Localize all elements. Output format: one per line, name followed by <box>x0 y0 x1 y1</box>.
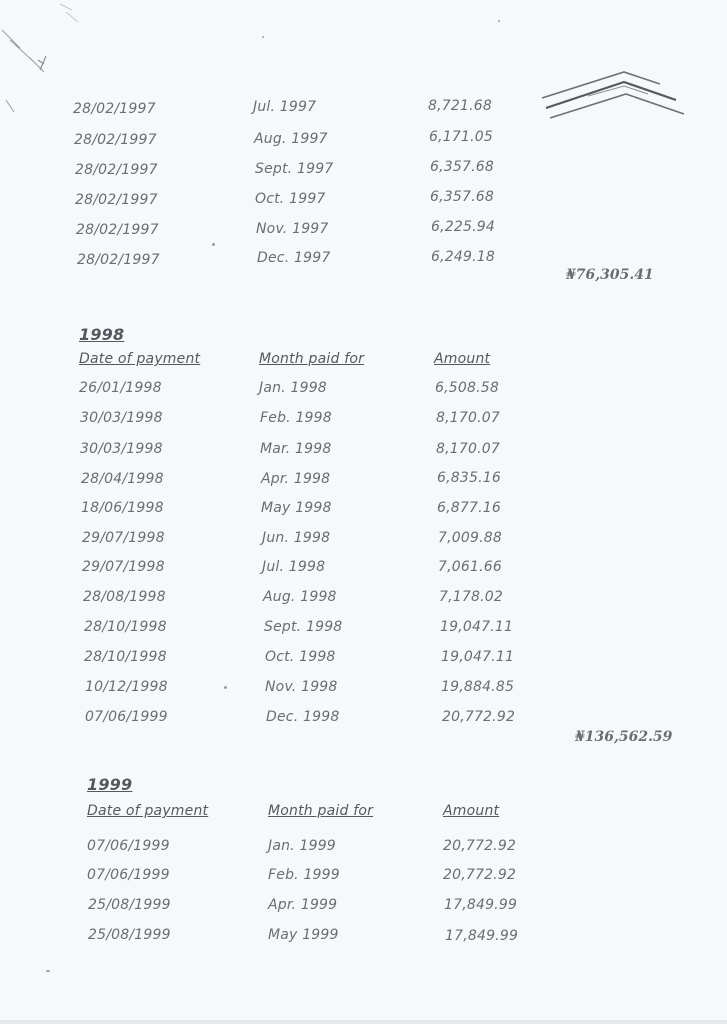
payment-date: 28/10/1998 <box>84 649 167 665</box>
payment-date: 28/02/1997 <box>77 252 160 268</box>
month-paid: Aug. 1997 <box>254 131 328 147</box>
amount: 8,170.07 <box>436 410 500 426</box>
payment-date: 28/02/1997 <box>73 101 156 117</box>
year-heading: 1998 <box>79 325 125 344</box>
payment-date: 25/08/1999 <box>88 897 171 913</box>
month-paid: Feb. 1998 <box>260 410 332 426</box>
month-paid: Feb. 1999 <box>268 867 340 883</box>
payment-date: 28/02/1997 <box>75 192 158 208</box>
month-paid: Aug. 1998 <box>263 589 337 605</box>
amount: 19,047.11 <box>441 649 515 665</box>
month-paid: Oct. 1998 <box>265 649 336 665</box>
scan-speck <box>224 686 227 689</box>
amount: 6,835.16 <box>437 470 501 486</box>
payment-date: 25/08/1999 <box>88 927 171 943</box>
payment-date: 30/03/1998 <box>80 410 163 426</box>
amount: 6,877.16 <box>437 500 501 516</box>
payment-date: 29/07/1998 <box>82 559 165 575</box>
amount: 7,061.66 <box>438 559 502 575</box>
column-header-month: Month paid for <box>268 803 374 819</box>
payment-date: 28/02/1997 <box>76 222 159 238</box>
payment-date: 07/06/1999 <box>87 838 170 854</box>
chevron-stamp-icon <box>538 66 688 122</box>
page-edge <box>0 1020 727 1024</box>
month-paid: Nov. 1998 <box>265 679 338 695</box>
payment-date: 10/12/1998 <box>85 679 168 695</box>
scan-speck <box>498 20 500 22</box>
amount: 19,047.11 <box>440 619 514 635</box>
month-paid: Jul. 1998 <box>262 559 326 575</box>
payment-date: 29/07/1998 <box>82 530 165 546</box>
column-header-date: Date of payment <box>87 803 209 819</box>
amount: 20,772.92 <box>443 838 517 854</box>
month-paid: May 1999 <box>268 927 339 943</box>
month-paid: Jun. 1998 <box>262 530 331 546</box>
payment-date: 28/10/1998 <box>84 619 167 635</box>
amount: 17,849.99 <box>445 928 519 944</box>
amount: 6,249.18 <box>431 249 495 265</box>
amount: 20,772.92 <box>442 709 516 725</box>
amount: 6,357.68 <box>430 189 494 205</box>
month-paid: May 1998 <box>261 500 332 516</box>
month-paid: Jul. 1997 <box>253 99 317 115</box>
amount: 6,357.68 <box>430 159 494 175</box>
amount: 6,171.05 <box>429 129 493 145</box>
column-header-month: Month paid for <box>259 351 365 367</box>
month-paid: Jan. 1999 <box>268 838 336 854</box>
year-heading: 1999 <box>87 775 133 794</box>
payment-date: 28/02/1997 <box>74 132 157 148</box>
amount: 6,225.94 <box>431 219 495 235</box>
payment-date: 30/03/1998 <box>80 441 163 457</box>
month-paid: Dec. 1998 <box>266 709 340 725</box>
column-header-amount: Amount <box>434 351 491 367</box>
payment-date: 07/06/1999 <box>87 867 170 883</box>
amount: 8,170.07 <box>436 441 500 457</box>
amount: 20,772.92 <box>443 867 517 883</box>
payment-date: 28/04/1998 <box>81 471 164 487</box>
month-paid: Mar. 1998 <box>260 441 332 457</box>
scan-smudge <box>0 0 90 120</box>
payment-date: 07/06/1999 <box>85 709 168 725</box>
section-total: ₦76,305.41 <box>566 267 654 283</box>
payment-date: 26/01/1998 <box>79 380 162 396</box>
scan-speck <box>212 243 215 246</box>
scan-speck <box>46 970 50 972</box>
amount: 7,009.88 <box>438 530 502 546</box>
section-total: ₦136,562.59 <box>575 729 673 745</box>
payment-date: 28/02/1997 <box>75 162 158 178</box>
amount: 7,178.02 <box>439 589 503 605</box>
amount: 17,849.99 <box>444 897 518 913</box>
month-paid: Sept. 1998 <box>264 619 343 635</box>
column-header-amount: Amount <box>443 803 500 819</box>
month-paid: Nov. 1997 <box>256 221 329 237</box>
month-paid: Apr. 1998 <box>261 471 331 487</box>
scan-speck <box>262 36 264 38</box>
month-paid: Oct. 1997 <box>255 191 326 207</box>
payment-date: 28/08/1998 <box>83 589 166 605</box>
payment-date: 18/06/1998 <box>81 500 164 516</box>
month-paid: Jan. 1998 <box>259 380 327 396</box>
column-header-date: Date of payment <box>79 351 201 367</box>
month-paid: Apr. 1999 <box>268 897 338 913</box>
amount: 19,884.85 <box>441 679 515 695</box>
month-paid: Sept. 1997 <box>255 161 334 177</box>
amount: 6,508.58 <box>435 380 499 396</box>
month-paid: Dec. 1997 <box>257 250 331 266</box>
amount: 8,721.68 <box>428 98 492 114</box>
